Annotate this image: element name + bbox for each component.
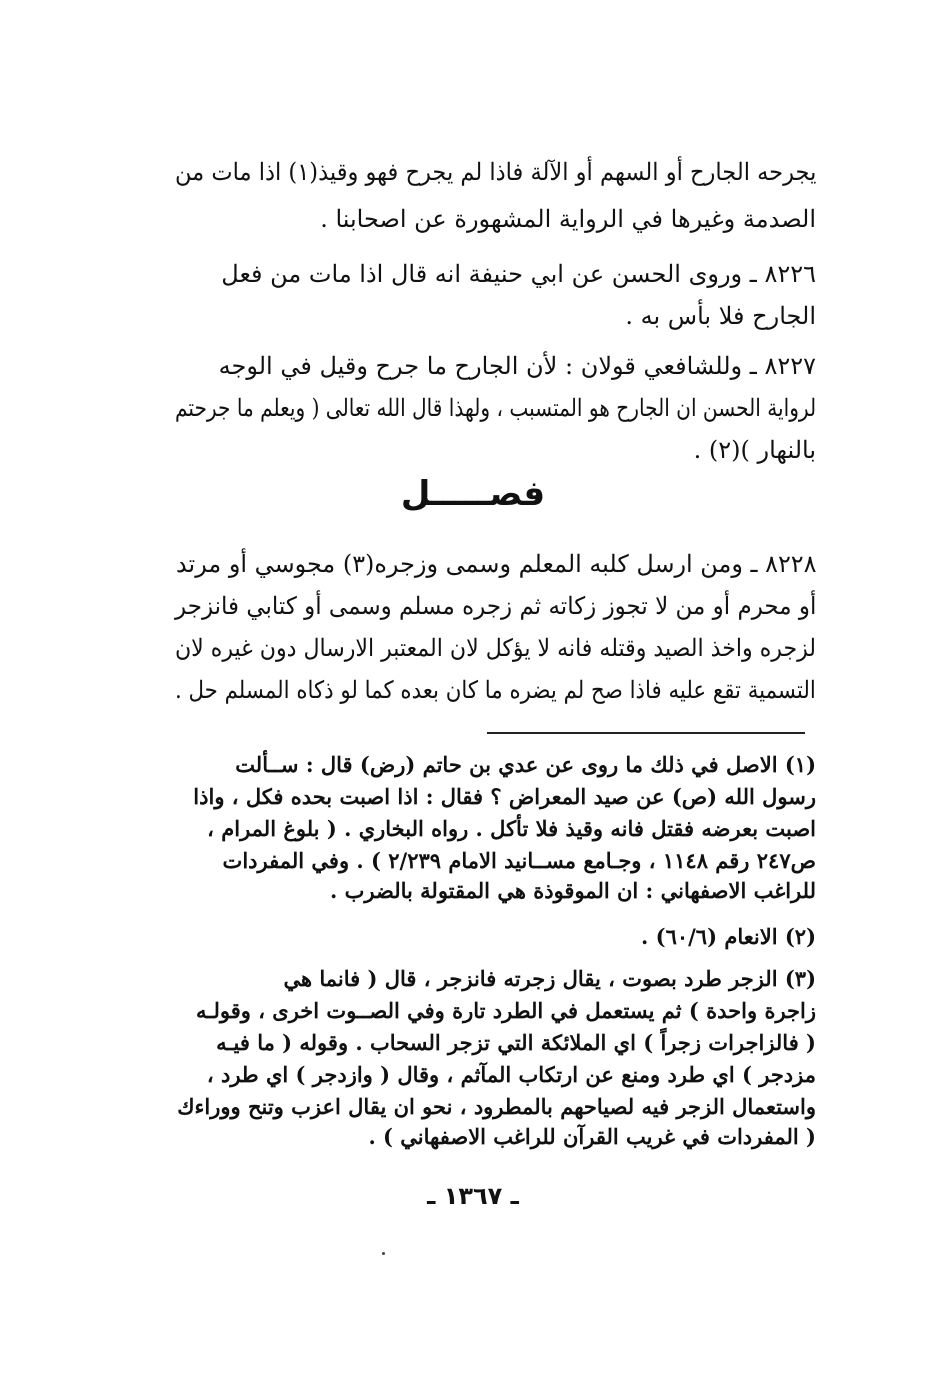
paragraph-1-line-2: الصدمة وغيرها في الرواية المشهورة عن اصحابنا .: [320, 205, 816, 233]
paragraph-4-line-3: لزجره واخذ الصيد وقتله فانه لا يؤكل لان المعتبر الارسال دون غيره لان: [174, 634, 816, 662]
footnote-3-line-5: واستعمال الزجر فيه لصياحهم بالمطرود ، نحو ان يقال اعزب وتنح ووراءك: [177, 1094, 816, 1119]
footnote-3-line-1: (٣) الزجر طرد بصوت ، يقال زجرته فانزجر ، قال ( فانما هي: [283, 966, 816, 991]
footnote-3-line-3: ( فالزاجرات زجراً ) اي الملائكة التي تزجر السحاب . وقوله ( ما فيـه: [216, 1030, 816, 1055]
paragraph-3-line-3: بالنهار )(٢) .: [693, 436, 816, 464]
section-heading: فصـــــل: [400, 474, 546, 514]
paragraph-3-line-1: ٨٢٢٧ ـ وللشافعي قولان : لأن الجارح ما جرح وقيل في الوجه: [218, 352, 816, 380]
paragraph-2-line-1: ٨٢٢٦ ـ وروى الحسن عن ابي حنيفة انه قال اذا مات من فعل: [221, 260, 816, 288]
paragraph-4-line-4: التسمية تقع عليه فاذا صح لم يضره ما كان بعده كما لو ذكاه المسلم حل .: [175, 676, 816, 704]
scan-speck: [382, 1252, 385, 1255]
footnote-3-line-2: زاجرة واحدة ) ثم يستعمل في الطرد تارة وفي الصــوت اخرى ، وقولـه: [196, 998, 816, 1023]
paragraph-4-line-2: أو محرم أو من لا تجوز زكاته ثم زجره مسلم وسمى أو كتابي فانزجر: [174, 592, 816, 620]
footnote-3-line-4: مزدجر ) اي طرد ومنع عن ارتكاب المآثم ، وقال ( وازدجر ) اي طرد ،: [206, 1062, 816, 1087]
footnote-1-line-5: للراغب الاصفهاني : ان الموقوذة هي المقتولة بالضرب .: [330, 878, 816, 903]
paragraph-3-line-2: لرواية الحسن ان الجارح هو المتسبب ، ولهذا قال الله تعالى ( ويعلم ما جرحتم: [174, 394, 816, 422]
footnote-1-line-1: (١) الاصل في ذلك ما روى عن عدي بن حاتم (رض) قال : ســألت: [235, 752, 816, 777]
footnote-1-line-3: اصبت بعرضه فقتل فانه وقيذ فلا تأكل . رواه البخاري . ( بلوغ المرام ،: [207, 816, 816, 841]
footnote-3-line-6: ( المفردات في غريب القرآن للراغب الاصفهاني ) .: [368, 1124, 816, 1149]
paragraph-4-line-1: ٨٢٢٨ ـ ومن ارسل كلبه المعلم وسمى وزجره(٣) مجوسي أو مرتد: [175, 550, 816, 578]
paragraph-1-line-1: يجرحه الجارح أو السهم أو الآلة فاذا لم يجرح فهو وقيذ(١) اذا مات من: [174, 158, 816, 186]
page-number: ـ ١٣٦٧ ـ: [427, 1182, 519, 1210]
footnote-separator: [487, 732, 805, 734]
footnote-1-line-2: رسول الله (ص) عن صيد المعراض ؟ فقال : اذا اصبت بحده فكل ، واذا: [193, 784, 816, 809]
paragraph-2-line-2: الجارح فلا بأس به .: [625, 302, 816, 330]
footnote-1-line-4: ص٢٤٧ رقم ١١٤٨ ، وجـامع مســانيد الامام ٢/٢٣٩ ) . وفي المفردات: [222, 848, 816, 873]
footnote-2-line-1: (٢) الانعام (٦٠/٦) .: [641, 924, 816, 949]
